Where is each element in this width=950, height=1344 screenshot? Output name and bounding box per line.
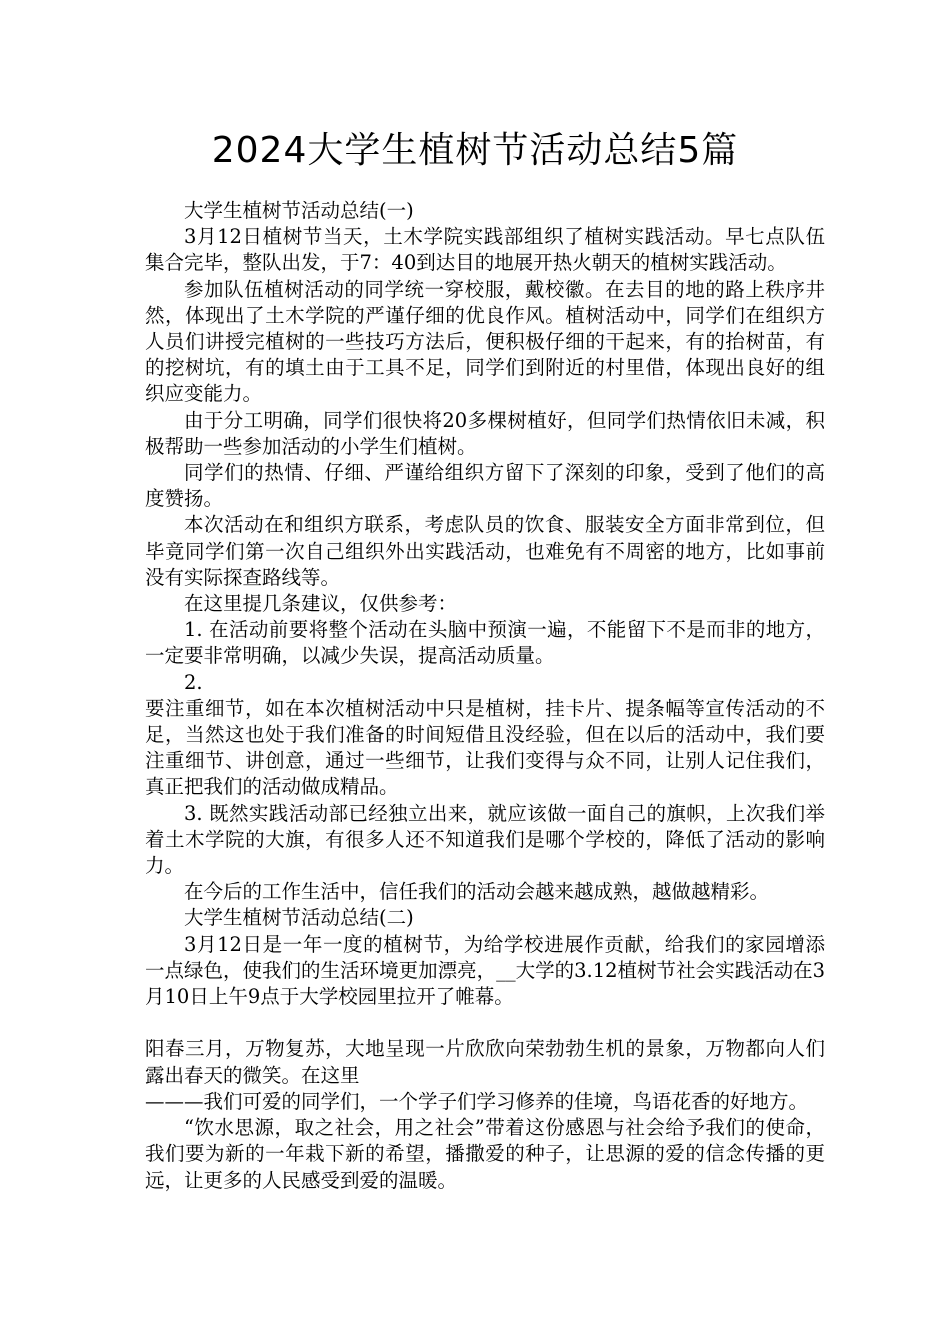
paragraph: 在这里提几条建议，仅供参考： [184, 592, 458, 616]
paragraph: 本次活动在和组织方联系，考虑队员的饮食、服装安全方面非常到位，但毕竟同学们第一次自己组织外出实践活动，也难免有不周密的地方，比如事前没有实际探查路线等。 [145, 513, 825, 589]
paragraph: 大学生植树节活动总结(二) [184, 906, 414, 930]
paragraph: 3月12日植树节当天，土木学院实践部组织了植树实践活动。早七点队伍集合完毕，整队出发，于7：40到达目的地展开热火朝天的植树实践活动。 [145, 225, 825, 275]
paragraph: 要注重细节，如在本次植树活动中只是植树，挂卡片、提条幅等宣传活动的不足，当然这也处于我们准备的时间短借且没经验，但在以后的活动中，我们要注重细节、讲创意，通过一些细节，让我们变得与众不同，让别人记住我们，真正把我们的活动做成精品。 [145, 696, 825, 799]
paragraph: 3月12日是一年一度的植树节，为给学校进展作贡献，给我们的家园增添一点绿色，使我们的生活环境更加漂亮，__大学的3.12植树节社会实践活动在3月10日上午9点于大学校园里拉开了帷幕。 [145, 932, 825, 1009]
paragraph: 参加队伍植树活动的同学统一穿校服，戴校徽。在去目的地的路上秩序井然，体现出了土木学院的严谨仔细的优良作风。植树活动中，同学们在组织方人员们讲授完植树的一些技巧方法后，便积极仔细的干起来，有的抬树苗，有的挖树坑，有的填土由于工具不足，同学们到附近的村里借，体现出良好的组织应变能力。 [145, 277, 825, 406]
paragraph: 大学生植树节活动总结(一) [184, 199, 414, 222]
paragraph: 2. [184, 670, 203, 694]
paragraph: 由于分工明确，同学们很快将20多棵树植好，但同学们热情依旧未减，积极帮助一些参加活动的小学生们植树。 [145, 408, 825, 458]
document-title: 2024大学生植树节活动总结5篇 [211, 130, 739, 171]
document-body [145, 198, 825, 1194]
paragraph: 在今后的工作生活中，信任我们的活动会越来越成熟，越做越精彩。 [184, 880, 770, 904]
paragraph: ———我们可爱的同学们，一个学子们学习修养的佳境，鸟语花香的好地方。 [145, 1089, 809, 1113]
paragraph: 阳春三月，万物复苏，大地呈现一片欣欣向荣勃勃生机的景象，万物都向人们露出春天的微笑。在这里 [145, 1037, 825, 1087]
paragraph: 同学们的热情、仔细、严谨给组织方留下了深刻的印象，受到了他们的高度赞扬。 [145, 461, 825, 511]
paragraph: 3. 既然实践活动部已经独立出来，就应该做一面自己的旗帜，上次我们举着土木学院的大旗，有很多人还不知道我们是哪个学校的，降低了活动的影响力。 [145, 801, 825, 878]
paragraph: “饮水思源，取之社会，用之社会”带着这份感恩与社会给予我们的使命，我们要为新的一年栽下新的希望，播撒爱的种子，让思源的爱的信念传播的更远，让更多的人民感受到爱的温暖。 [145, 1116, 825, 1192]
paragraph: 1. 在活动前要将整个活动在头脑中预演一遍，不能留下不是而非的地方，一定要非常明确，以减少失误，提高活动质量。 [145, 618, 825, 668]
